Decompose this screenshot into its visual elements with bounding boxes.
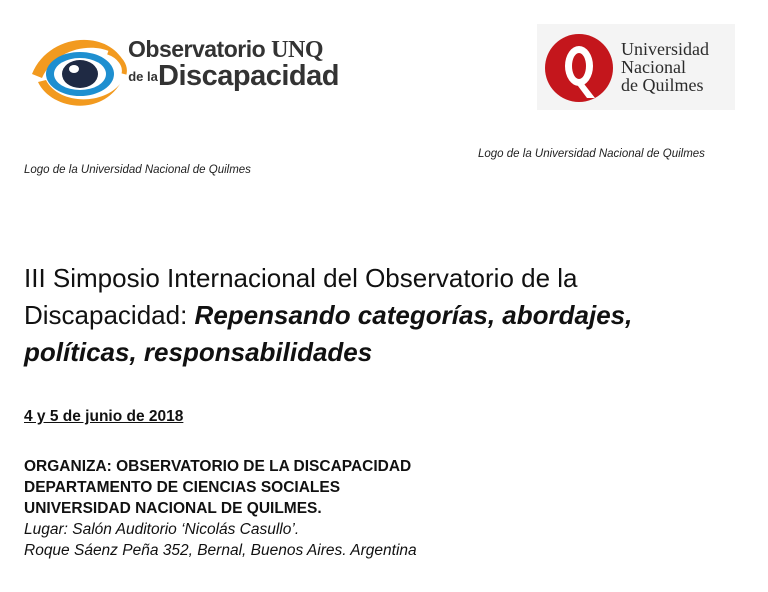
- organiza-block: [24, 456, 417, 561]
- unq-logo: [537, 24, 735, 110]
- logo-de-la: de la: [128, 69, 158, 84]
- organiza-line2: DEPARTAMENTO DE CIENCIAS SOCIALES: [24, 479, 341, 496]
- logo-discapacidad: Discapacidad: [158, 60, 339, 92]
- unq-line1: Universidad: [621, 39, 709, 59]
- lugar-line: Lugar: Salón Auditorio ‘Nicolás Casullo’.: [24, 521, 300, 538]
- unq-line2: Nacional: [621, 57, 686, 77]
- title-main: III Simposio Internacional del Observatorio de la Discapacidad:: [24, 263, 578, 330]
- title-emphasis: Repensando categorías, abordajes, políticas, responsabilidades: [24, 300, 633, 367]
- event-date: 4 y 5 de junio de 2018: [24, 408, 184, 425]
- q-emblem-icon: [543, 32, 615, 104]
- page-title: [24, 260, 744, 371]
- logo-unq: UNQ: [271, 37, 323, 63]
- organiza-line1: ORGANIZA: OBSERVATORIO DE LA DISCAPACIDAD: [24, 458, 412, 475]
- observatorio-logo: [28, 22, 338, 122]
- caption-left: Logo de la Universidad Nacional de Quilmes: [24, 164, 251, 176]
- eye-icon: [28, 22, 128, 122]
- logo-line1: Observatorio: [128, 36, 266, 62]
- unq-line3: de Quilmes: [621, 75, 704, 95]
- organiza-line3: UNIVERSIDAD NACIONAL DE QUILMES.: [24, 500, 322, 517]
- direccion-line: Roque Sáenz Peña 352, Bernal, Buenos Aires. Argentina: [24, 542, 417, 559]
- caption-right: Logo de la Universidad Nacional de Quilmes: [478, 148, 705, 160]
